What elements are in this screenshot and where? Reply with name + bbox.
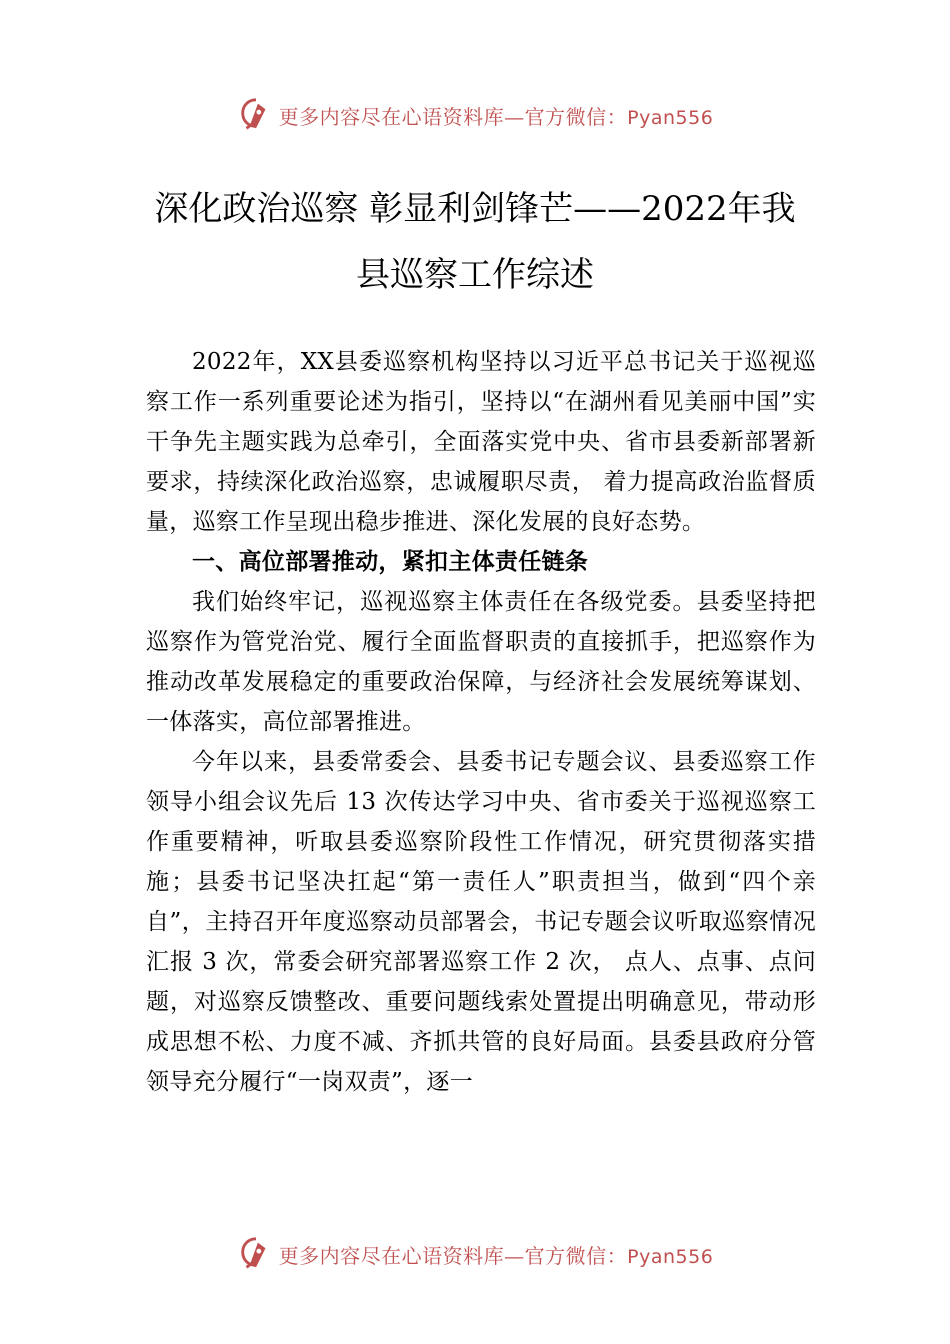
paragraph-3: 今年以来，县委常委会、县委书记专题会议、县委巡察工作领导小组会议先后 13 次传达学习中央、省市委关于巡视巡察工作重要精神，听取县委巡察阶段性工作情况，研究贯彻落实措施；县委书记坚决扛起“第一责任人”职责担当，做到“四个亲自”，主持召开年度巡察动员部署会，书记专题会议听取巡察情况汇报 3 次，常委会研究部署巡察工作 2 次， 点人、点事、点问题，对巡察反馈整改、重要问题线索处置提出明确意见，带动形成思想不松、力度不减、齐抓共管的良好局面。县委县政府分管领导充分履行“一岗双责”，逐一 (146, 749, 816, 1095)
document-title (120, 176, 830, 308)
paragraph-2: 我们始终牢记，巡视巡察主体责任在各级党委。县委坚持把巡察作为管党治党、履行全面监督职责的直接抓手，把巡察作为推动改革发展稳定的重要政治保障，与经济社会发展统筹谋划、一体落实，高位部署推进。 (146, 589, 816, 735)
section-heading-1: 一、高位部署推动，紧扣主体责任链条 (192, 549, 589, 575)
pen-nib-logo-icon (237, 96, 275, 134)
wechat-id: Pyan556 (627, 1245, 714, 1268)
pen-nib-logo-icon (237, 1235, 275, 1273)
title-line-2: 县巡察工作综述 (356, 255, 594, 295)
paragraph-intro: 2022年，XX县委巡察机构坚持以习近平总书记关于巡视巡察工作一系列重要论述为指引，坚持以“在湖州看见美丽中国”实干争先主题实践为总牵引，全面落实党中央、省市县委新部署新要求，持续深化政治巡察，忠诚履职尽责， 着力提高政治监督质量，巡察工作呈现出稳步推进、深化发展的良好态势。 (146, 349, 816, 535)
watermark-text: 更多内容尽在心语资料库—官方微信：Pyan556 (278, 104, 714, 129)
document-body (146, 342, 816, 1102)
title-line-1: 深化政治巡察 彰显利剑锋芒——2022年我 (154, 189, 796, 229)
wechat-id: Pyan556 (627, 106, 714, 129)
watermark-text: 更多内容尽在心语资料库—官方微信：Pyan556 (278, 1243, 714, 1268)
footer-watermark (0, 1234, 950, 1274)
header-watermark (0, 95, 950, 135)
